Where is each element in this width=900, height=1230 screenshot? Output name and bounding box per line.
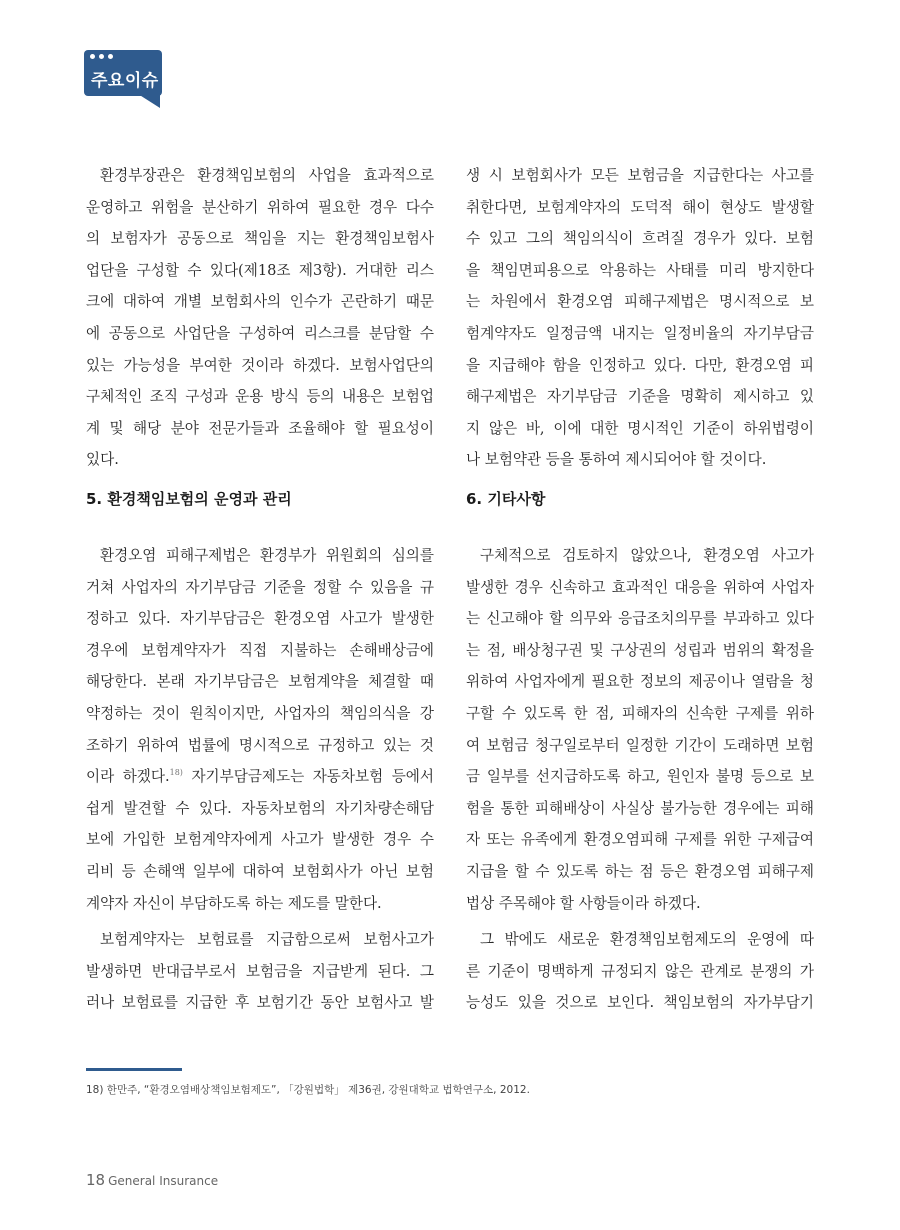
text-line: 계약자 자신이 부담하도록 하는 제도를 말한다. xyxy=(86,894,382,912)
text-line: 그 밖에도 새로운 환경책임보험제도의 운영에 따 xyxy=(480,931,814,948)
text-line: 크에 대하여 개별 보험회사의 인수가 곤란하기 때문 xyxy=(86,293,434,311)
text-line: 보에 가입한 보험계약자에게 사고가 발생한 경우 수 xyxy=(86,831,434,849)
section-heading-6: 6. 기타사항 xyxy=(466,490,546,508)
text-line: 을 책임면피용으로 악용하는 사태를 미리 방지한다 xyxy=(466,261,814,279)
text-line: 정하고 있다. 자기부담금은 환경오염 사고가 발생한 xyxy=(86,610,434,628)
magazine-name: General Insurance xyxy=(108,1174,219,1188)
text-line: 발생한 경우 신속하고 효과적인 대응을 위하여 사업자 xyxy=(466,578,814,596)
text-line: 러나 보험료를 지급한 후 보험기간 동안 보험사고 발 xyxy=(86,994,434,1012)
section-badge xyxy=(84,50,164,108)
section-heading-5: 5. 환경책임보험의 운영과 관리 xyxy=(86,490,292,508)
left-paragraph-2 xyxy=(86,540,434,919)
page-footer xyxy=(86,1170,218,1189)
text-line: 약정하는 것이 원칙이지만, 사업자의 책임의식을 강 xyxy=(86,704,434,722)
text-fragment: 자기부담금제도는 자동차보험 등에서 xyxy=(191,768,434,786)
text-line: 는 점, 배상청구권 및 구상권의 성립과 범위의 확정을 xyxy=(466,641,814,659)
badge-label: 주요이슈 xyxy=(91,71,159,91)
text-line: 운영하고 위험을 분산하기 위하여 필요한 경우 다수 xyxy=(86,198,434,216)
page-number: 18 xyxy=(86,1171,106,1189)
text-line: 있는 가능성을 부여한 것이라 하겠다. 보험사업단의 xyxy=(86,356,434,374)
text-line: 수 있고 그의 책임의식이 흐려질 경우가 있다. 보험 xyxy=(466,230,814,248)
right-paragraph-3 xyxy=(466,924,814,1019)
text-line: 구할 수 있도록 한 점, 피해자의 신속한 구제를 위하 xyxy=(466,704,814,722)
text-line-with-footnote xyxy=(86,761,434,793)
text-line: 해구제법은 자기부담금 기준을 명확히 제시하고 있 xyxy=(466,388,814,406)
text-line: 위하여 사업자에게 필요한 정보의 제공이나 열람을 청 xyxy=(466,673,814,691)
text-line: 에 공동으로 사업단을 구성하여 리스크를 분담할 수 xyxy=(86,324,434,342)
text-line: 발생하면 반대급부로서 보험금을 지급받게 된다. 그 xyxy=(86,962,434,980)
text-line: 경우에 보험계약자가 직접 지불하는 손해배상금에 xyxy=(86,641,434,659)
right-paragraph-1 xyxy=(466,160,814,476)
left-paragraph-3 xyxy=(86,924,434,1019)
text-line: 조하기 위하여 법률에 명시적으로 규정하고 있는 것 xyxy=(86,736,434,754)
text-line: 있다. xyxy=(86,451,119,469)
text-line: 구체적인 조직 구성과 운용 방식 등의 내용은 보험업 xyxy=(86,388,434,406)
text-line: 자 또는 유족에게 환경오염피해 구제를 위한 구제급여 xyxy=(466,831,814,849)
text-line: 취한다면, 보험계약자의 도덕적 해이 현상도 발생할 xyxy=(466,198,814,216)
text-line: 여 보험금 청구일로부터 일정한 기간이 도래하면 보험 xyxy=(466,736,814,754)
footnote-divider xyxy=(86,1068,182,1071)
text-line: 는 차원에서 환경오염 피해구제법은 명시적으로 보 xyxy=(466,293,814,311)
text-line: 리비 등 손해액 일부에 대하여 보험회사가 아닌 보험 xyxy=(86,862,434,880)
text-line: 생 시 보험회사가 모든 보험금을 지급한다는 사고를 xyxy=(466,167,814,184)
text-line: 험계약자도 일정금액 내지는 일정비율의 자기부담금 xyxy=(466,324,814,342)
text-line: 나 보험약관 등을 통하여 제시되어야 할 것이다. xyxy=(466,451,767,469)
text-line: 업단을 구성할 수 있다(제18조 제3항). 거대한 리스 xyxy=(86,261,434,279)
text-line: 거쳐 사업자의 자기부담금 기준을 정할 수 있음을 규 xyxy=(86,578,434,596)
text-fragment: 이라 하겠다. xyxy=(86,768,170,786)
text-line: 계 및 해당 분야 전문가들과 조율해야 할 필요성이 xyxy=(86,419,434,437)
text-line: 구체적으로 검토하지 않았으나, 환경오염 사고가 xyxy=(480,547,814,564)
text-line: 험을 통한 피해배상이 사실상 불가능한 경우에는 피해 xyxy=(466,799,814,817)
text-line: 의 보험자가 공동으로 책임을 지는 환경책임보험사 xyxy=(86,230,434,248)
text-line: 능성도 있을 것으로 보인다. 책임보험의 자가부담기 xyxy=(466,994,814,1012)
text-line: 을 지급해야 함을 인정하고 있다. 다만, 환경오염 피 xyxy=(466,356,814,374)
text-line: 지급을 할 수 있도록 하는 점 등은 환경오염 피해구제 xyxy=(466,862,814,880)
text-line: 금 일부를 선지급하도록 하고, 원인자 불명 등으로 보 xyxy=(466,768,814,786)
left-paragraph-1 xyxy=(86,160,434,476)
right-paragraph-2 xyxy=(466,540,814,919)
text-line: 는 신고해야 할 의무와 응급조치의무를 부과하고 있다 xyxy=(466,610,814,628)
text-line: 쉽게 발견할 수 있다. 자동차보험의 자기차량손해담 xyxy=(86,799,434,817)
text-line: 른 기준이 명백하게 규정되지 않은 관계로 분쟁의 가 xyxy=(466,962,814,980)
badge-dots-icon xyxy=(90,54,113,59)
badge-speech-tail xyxy=(138,94,160,108)
footnote-ref: 18) xyxy=(169,768,183,778)
text-line: 환경부장관은 환경책임보험의 사업을 효과적으로 xyxy=(100,167,434,184)
footnote-text: 18) 한만주, “환경오염배상책임보험제도”, 「강원법학」 제36권, 강원대학교 법학연구소, 2012. xyxy=(86,1084,530,1096)
text-line: 보험계약자는 보험료를 지급함으로써 보험사고가 xyxy=(100,931,434,948)
text-line: 해당한다. 본래 자기부담금은 보험계약을 체결할 때 xyxy=(86,673,434,691)
text-line: 지 않은 바, 이에 대한 명시적인 기준이 하위법령이 xyxy=(466,419,814,437)
text-line: 법상 주목해야 할 사항들이라 하겠다. xyxy=(466,894,701,912)
text-line: 환경오염 피해구제법은 환경부가 위원회의 심의를 xyxy=(100,547,434,564)
